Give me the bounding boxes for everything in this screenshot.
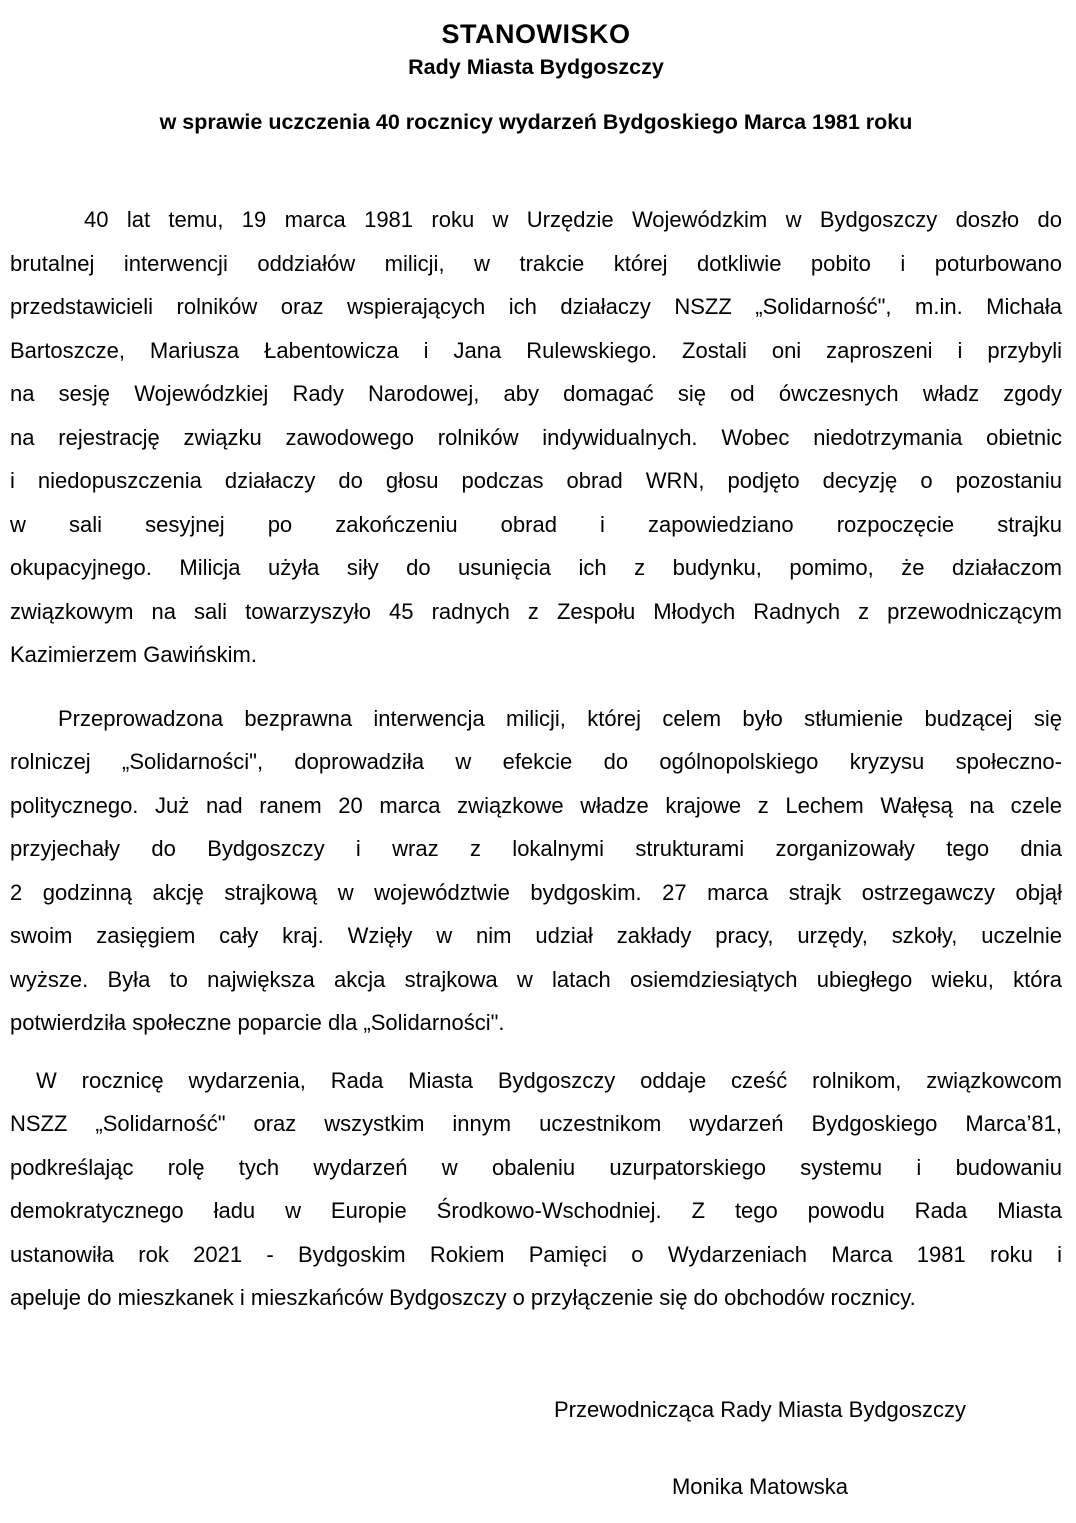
text-line: Kazimierzem Gawińskim. xyxy=(10,642,257,667)
text-line: na sesję Wojewódzkiej Rady Narodowej, aby domagać się od ówczesnych władz zgody xyxy=(10,381,1062,406)
text-line: na rejestrację związku zawodowego rolników indywidualnych. Wobec niedotrzymania obietnic xyxy=(10,424,1062,450)
text-line: i niedopuszczenia działaczy do głosu podczas obrad WRN, podjęto decyzję o pozostaniu xyxy=(10,468,1062,493)
signature-name: Monika Matowska xyxy=(671,1474,849,1499)
text-line: demokratycznego ładu w Europie Środkowo-Wschodniej. Z tego powodu Rada Miasta xyxy=(10,1198,1062,1223)
text-line: apeluje do mieszkanek i mieszkańców Bydgoszczy o przyłączenie się do obchodów rocznicy. xyxy=(10,1285,916,1310)
text-line: w sali sesyjnej po zakończeniu obrad i zapowiedziano rozpoczęcie strajku xyxy=(10,511,1062,537)
text-line: Bartoszcze, Mariusza Łabentowicza i Jana Rulewskiego. Zostali oni zaproszeni i przybyli xyxy=(10,337,1062,363)
text-line: brutalnej interwencji oddziałów milicji, w trakcie której dotkliwie pobito i poturbowano xyxy=(10,250,1062,276)
text-line: 2 godzinną akcję strajkową w województwie bydgoskim. 27 marca strajk ostrzegawczy objął xyxy=(10,879,1062,905)
document-body xyxy=(10,198,1062,1320)
text-line: ustanowiła rok 2021 - Bydgoskim Rokiem Pamięci o Wydarzeniach Marca 1981 roku i xyxy=(10,1241,1062,1267)
text-line: 40 lat temu, 19 marca 1981 roku w Urzędzie Wojewódzkim w Bydgoszczy doszło do xyxy=(84,207,1062,232)
body-paragraph-3 xyxy=(10,1059,1062,1320)
text-line: NSZZ „Solidarność" oraz wszystkim innym uczestnikom wydarzeń Bydgoskiego Marca’81, xyxy=(10,1111,1062,1136)
document-issuer: Rady Miasta Bydgoszczy xyxy=(408,55,664,79)
body-paragraph-1 xyxy=(10,198,1062,677)
document-header xyxy=(10,18,1062,139)
text-line: W rocznicę wydarzenia, Rada Miasta Bydgoszczy oddaje cześć rolnikom, związkowcom xyxy=(36,1067,1062,1093)
text-line: swoim zasięgiem cały kraj. Wzięły w nim udział zakłady pracy, urzędy, szkoły, uczelnie xyxy=(10,923,1062,948)
text-line: potwierdziła społeczne poparcie dla „Solidarności". xyxy=(10,1010,505,1035)
text-line: przyjechały do Bydgoszczy i wraz z lokalnymi strukturami zorganizowały tego dnia xyxy=(10,836,1062,861)
document-subject: w sprawie uczczenia 40 rocznicy wydarzeń Bydgoskiego Marca 1981 roku xyxy=(159,110,913,134)
text-line: związkowym na sali towarzyszyło 45 radnych z Zespołu Młodych Radnych z przewodniczącym xyxy=(10,598,1062,624)
text-line: wyższe. Była to największa akcja strajkowa w latach osiemdziesiątych ubiegłego wieku, która xyxy=(10,966,1062,992)
signature-block xyxy=(455,1388,1065,1509)
signature-role: Przewodnicząca Rady Miasta Bydgoszczy xyxy=(553,1396,967,1422)
text-line: politycznego. Już nad ranem 20 marca związkowe władze krajowe z Lechem Wałęsą na czele xyxy=(10,792,1062,818)
text-line: przedstawicieli rolników oraz wspierających ich działaczy NSZZ „Solidarność", m.in. Michała xyxy=(10,294,1062,319)
text-line: rolniczej „Solidarności", doprowadziła w efekcie do ogólnopolskiego kryzysu społeczno- xyxy=(10,749,1062,774)
body-paragraph-2 xyxy=(10,697,1062,1045)
document-title: STANOWISKO xyxy=(441,19,631,49)
text-line: Przeprowadzona bezprawna interwencja milicji, której celem było stłumienie budzącej się xyxy=(58,705,1062,731)
text-line: podkreślając rolę tych wydarzeń w obaleniu uzurpatorskiego systemu i budowaniu xyxy=(10,1154,1062,1180)
text-line: okupacyjnego. Milicja użyła siły do usunięcia ich z budynku, pomimo, że działaczom xyxy=(10,555,1062,580)
